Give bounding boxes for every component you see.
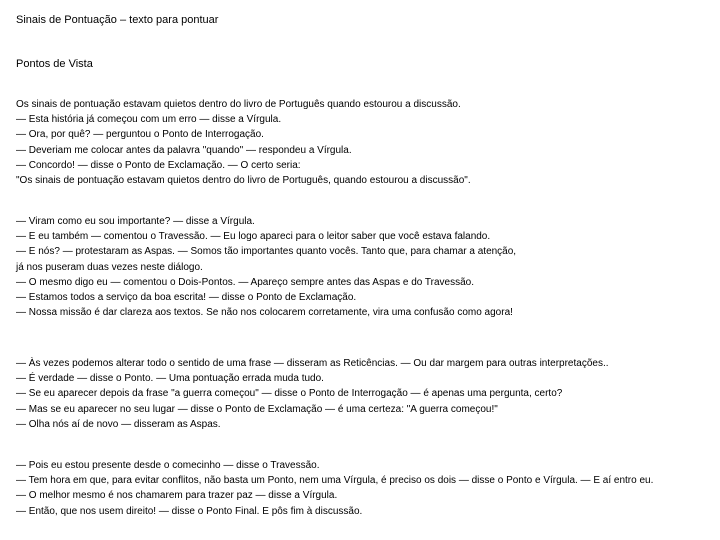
- paragraph-3: [16, 356, 716, 432]
- text-line: — E eu também — comentou o Travessão. — Eu logo apareci para o leitor saber que você estava falando.: [16, 231, 491, 243]
- paragraph-1: [16, 97, 716, 188]
- text-line: — Estamos todos a serviço da boa escrita! — disse o Ponto de Exclamação.: [16, 292, 357, 304]
- text-line: — Então, que nos usem direito! — disse o Ponto Final. E pôs fim à discussão.: [16, 505, 363, 517]
- text-line: — Esta história já começou com um erro — disse a Vírgula.: [16, 114, 282, 126]
- document-subtitle: Pontos de Vista: [16, 58, 93, 70]
- text-line: — E nós? — protestaram as Aspas. — Somos tão importantes quanto vocês. Tanto que, para chamar a atenção,: [16, 246, 517, 258]
- text-line: — Viram como eu sou importante? — disse a Vírgula.: [16, 216, 255, 227]
- text-line: — Se eu aparecer depois da frase "a guerra começou" — disse o Ponto de Interrogação — é apenas uma pergunta, certo?: [16, 388, 563, 400]
- text-line: — Concordo! — disse o Ponto de Exclamação. — O certo seria:: [16, 159, 301, 171]
- paragraph-2: [16, 214, 716, 320]
- text-line: — Tem hora em que, para evitar conflitos, não basta um Ponto, nem uma Vírgula, é preciso os dois — disse o Ponto e Vírgula. — E aí entro eu.: [16, 475, 654, 487]
- text-line: — Olha nós aí de novo — disseram as Aspas.: [16, 418, 221, 430]
- text-line: — Mas se eu aparecer no seu lugar — disse o Ponto de Exclamação — é uma certeza: "A guerra começou!": [16, 403, 498, 415]
- text-line: — É verdade — disse o Ponto. — Uma pontuação errada muda tudo.: [16, 373, 324, 385]
- text-line: — O mesmo digo eu — comentou o Dois-Pontos. — Apareço sempre antes das Aspas e do Travessão.: [16, 276, 475, 288]
- text-line: — Pois eu estou presente desde o comecinho — disse o Travessão.: [16, 460, 320, 471]
- text-line: Os sinais de pontuação estavam quietos dentro do livro de Português quando estourou a discussão.: [16, 99, 461, 110]
- text-line: já nos puseram duas vezes neste diálogo.: [16, 261, 203, 273]
- text-line: — O melhor mesmo é nos chamarem para trazer paz — disse a Vírgula.: [16, 490, 338, 502]
- text-line: — Ora, por quê? — perguntou o Ponto de Interrogação.: [16, 129, 264, 141]
- text-line: — Deveriam me colocar antes da palavra "quando" — respondeu a Vírgula.: [16, 144, 352, 156]
- text-line: — Nossa missão é dar clareza aos textos. Se não nos colocarem corretamente, vira uma confusão como agora!: [16, 307, 513, 319]
- paragraph-4: [16, 458, 716, 519]
- document-title: Sinais de Pontuação – texto para pontuar: [16, 14, 219, 26]
- text-line: — Às vezes podemos alterar todo o sentido de uma frase — disseram as Reticências. — Ou dar margem para outras interpretações..: [16, 358, 609, 369]
- text-line: "Os sinais de pontuação estavam quietos dentro do livro de Português, quando estourou a discussão".: [16, 175, 471, 187]
